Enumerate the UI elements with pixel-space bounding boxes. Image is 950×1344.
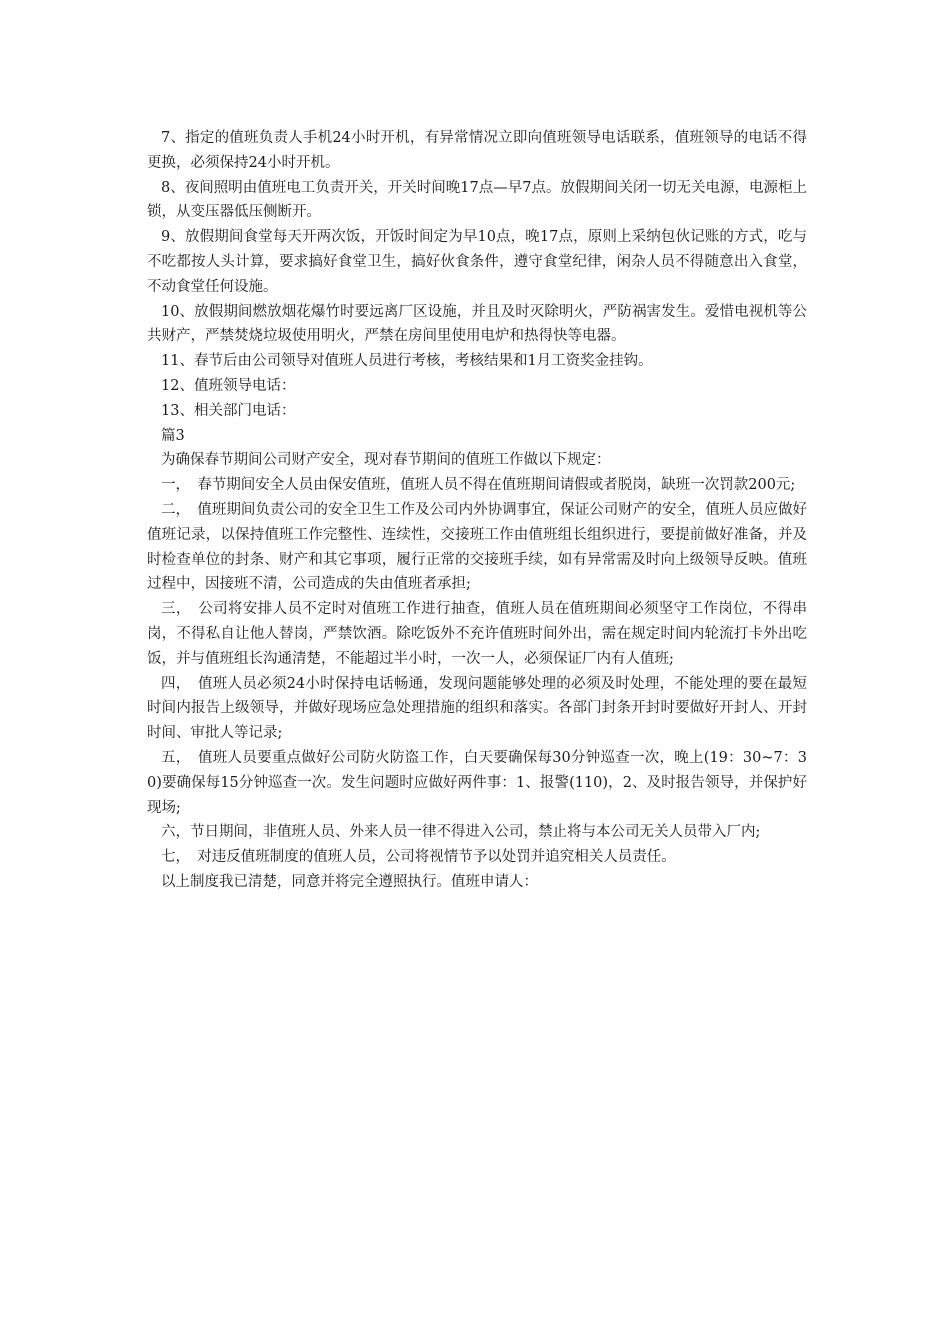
intro-paragraph: 为确保春节期间公司财产安全，现对春节期间的值班工作做以下规定：	[161, 452, 611, 469]
rule-6: 六，节日期间，非值班人员、外来人员一律不得进入公司，禁止将与本公司无关人员带入厂内;	[161, 824, 761, 841]
document-body	[147, 126, 807, 895]
paragraph-7: 7、指定的值班负责人手机24小时开机，有异常情况立即向值班领导电话联系，值班领导的电话不得更换，必须保持24小时开机。	[147, 130, 807, 171]
paragraph-8: 8、夜间照明由值班电工负责开关，开关时间晚17点—早7点。放假期间关闭一切无关电源，电源柜上锁，从变压器低压侧断开。	[147, 179, 807, 221]
rule-7: 七， 对违反值班制度的值班人员，公司将视情节予以处罚并追究相关人员责任。	[161, 849, 676, 866]
paragraph-12: 12、值班领导电话：	[161, 377, 296, 394]
closing-statement: 以上制度我已清楚，同意并将完全遵照执行。值班申请人：	[161, 873, 538, 890]
paragraph-11: 11、春节后由公司领导对值班人员进行考核，考核结果和1月工资奖金挂钩。	[161, 353, 653, 370]
paragraph-10: 10、放假期间燃放烟花爆竹时要远离厂区设施，并且及时灭除明火，严防祸害发生。爱惜电视机等公共财产，严禁焚烧垃圾使用明火，严禁在房间里使用电炉和热得快等电器。	[147, 303, 807, 345]
rule-1: 一， 春节期间安全人员由保安值班，值班人员不得在值班期间请假或者脱岗，缺班一次罚款200元;	[161, 477, 796, 494]
section-heading: 篇3	[161, 427, 185, 444]
paragraph-9: 9、放假期间食堂每天开两次饭，开饭时间定为早10点，晚17点，原则上采纳包伙记账的方式，吃与不吃都按人头计算，要求搞好食堂卫生，搞好伙食条件，遵守食堂纪律，闲杂人员不得随意出入食堂，不动食堂任何设施。	[147, 229, 807, 295]
rule-3: 三， 公司将安排人员不定时对值班工作进行抽查，值班人员在值班期间必须坚守工作岗位，不得串岗，不得私自让他人替岗，严禁饮酒。除吃饭外不充许值班时间外出，需在规定时间内轮流打卡外出吃饭，并与值班组长沟通清楚，不能超过半小时，一次一人，必须保证厂内有人值班;	[147, 601, 807, 667]
paragraph-13: 13、相关部门电话：	[161, 402, 296, 419]
rule-5: 五， 值班人员要重点做好公司防火防盗工作，白天要确保每30分钟巡查一次，晚上(19：30~7：30)要确保每15分钟巡查一次。发生问题时应做好两件事：1、报警(110)，2、及时报告领导，并保护好现场;	[147, 749, 807, 816]
rule-4: 四， 值班人员必须24小时保持电话畅通，发现问题能够处理的必须及时处理，不能处理的要在最短时间内报告上级领导，并做好现场应急处理措施的组织和落实。各部门封条开封时要做好开封人、开封时间、审批人等记录;	[147, 675, 807, 742]
rule-2: 二， 值班期间负责公司的安全卫生工作及公司内外协调事宜，保证公司财产的安全，值班人员应做好值班记录，以保持值班工作完整性、连续性，交接班工作由值班组长组织进行，要提前做好准备，并及时检查单位的封条、财产和其它事项，履行正常的交接班手续，如有异常需及时向上级领导反映。值班过程中，因接班不清，公司造成的失由值班者承担;	[147, 501, 807, 593]
